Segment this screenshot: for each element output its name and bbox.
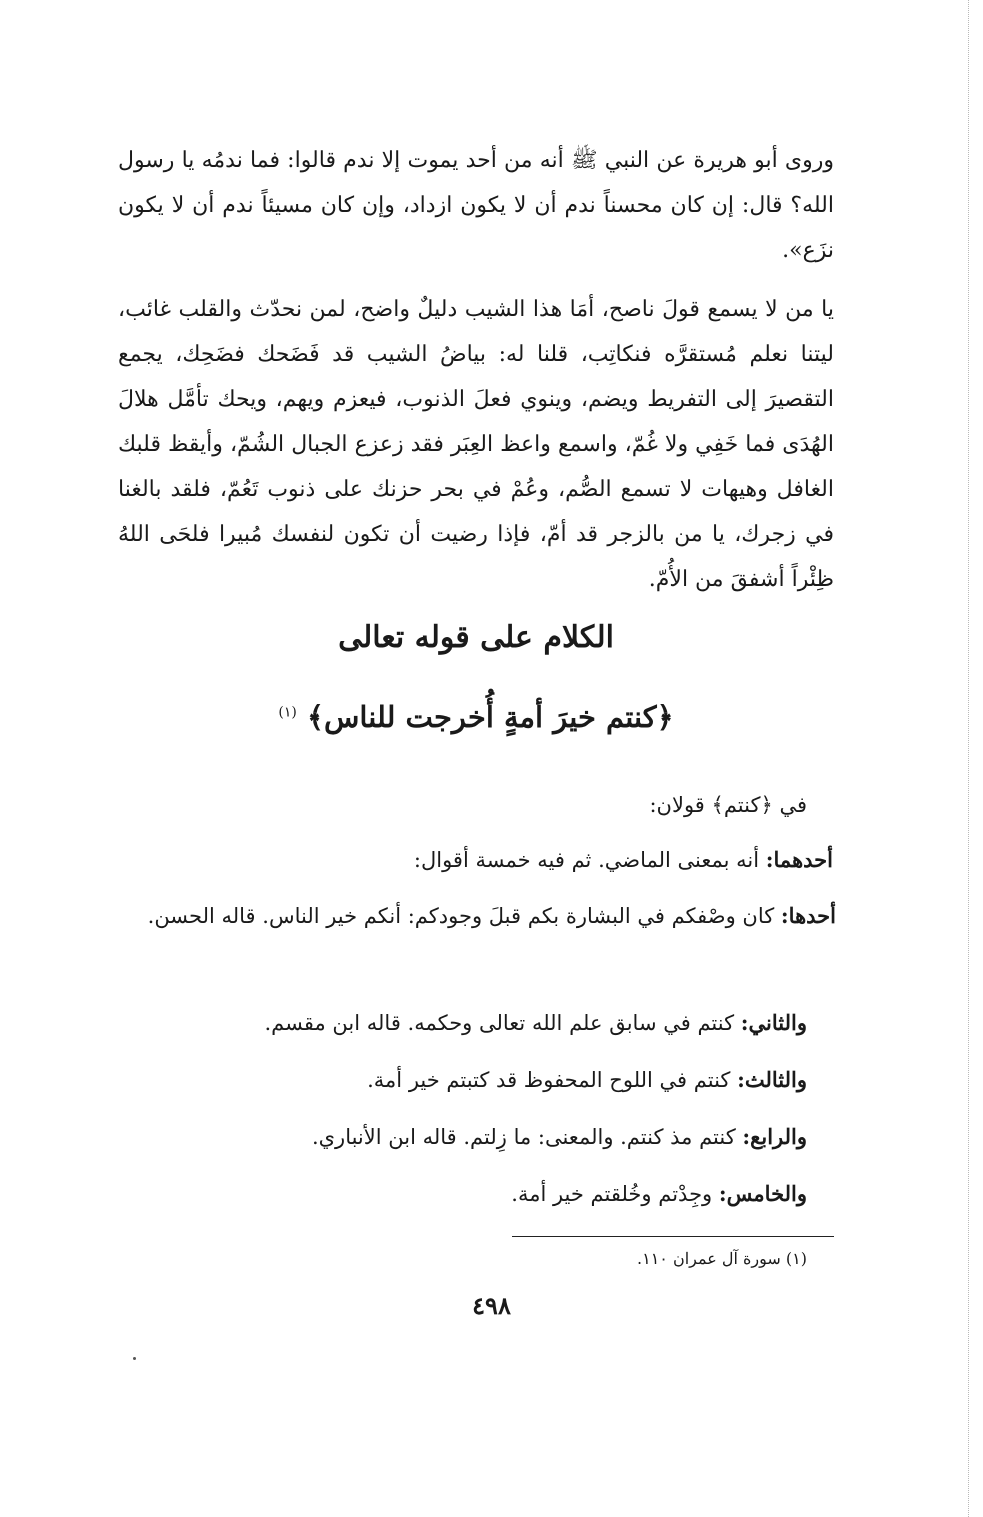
page-number: ٤٩٨ <box>472 1291 511 1320</box>
saying-label: أحدهما: <box>765 847 833 872</box>
saying-3 <box>367 1060 807 1100</box>
saying-label: والخامس: <box>718 1181 807 1206</box>
saying-text: كان وصْفكم في البشارة بكم قبلَ وجودكم: أنكم خير الناس. قاله الحسن. <box>147 904 775 928</box>
footnote: (١) سورة آل عمران ١١٠. <box>637 1249 807 1268</box>
paragraph-hadith <box>118 138 834 273</box>
saying-2 <box>264 1003 807 1043</box>
saying-text: كنتم في اللوح المحفوظ قد كتبتم خير أمة. <box>367 1068 731 1092</box>
saying-text: وجِدْتم وخُلقتم خير أمة. <box>511 1182 713 1206</box>
saying-5 <box>511 1174 807 1214</box>
scan-speck <box>133 1357 136 1360</box>
verse-text: ﴿كنتم خيرَ أمةٍ أُخرجت للناس﴾ <box>306 700 674 734</box>
saying-text: كنتم في سابق علم الله تعالى وحكمه. قاله ابن مقسم. <box>264 1011 735 1035</box>
footnote-marker: (١) <box>278 704 297 721</box>
intro-line: في ﴿كنتم﴾ قولان: <box>649 793 807 817</box>
saying-label: والرابع: <box>742 1124 807 1149</box>
saying-label: أحدها: <box>780 903 836 928</box>
paragraph-text: وروى أبو هريرة عن النبي ﷺ أنه من أحد يموت إلا ندم قالوا: فما ندمُه يا رسول الله؟ قال: إن كان محسناً ندم أن لا يكون ازداد، وإن كان مسيئاً ندم أن لا يكون نزَع». <box>118 148 834 263</box>
saying-1 <box>112 889 836 943</box>
scan-edge-rule <box>968 0 969 1517</box>
saying-label: والثاني: <box>740 1010 807 1035</box>
saying-text: كنتم مذ كنتم. والمعنى: ما زِلتم. قاله ابن الأنباري. <box>311 1125 736 1149</box>
paragraph-text: يا من لا يسمع قولَ ناصح، أمَا هذا الشيب دليلٌ واضح، لمن نحدّث والقلب غائب، ليتنا نعلم مُستقرَّه فنكاتِب، قلنا له: بياضُ الشيب قد فَضَحك فضَحِك، يجمع التقصيرَ إلى التفريط ويضم، وينوي فعلَ الذنوب، فيعزم ويهم، ويحك تأمَّل هلالَ الهُدَى فما خَفِي ولا غُمّ، واسمع واعظ العِبَر فقد زعزع الجبال الشُمّ، وأيقظ قلبك الغافل وهيهات لا تسمع الصُّم، وعُمْ في بحر حزنك على ذنوب تَعُمّ، فلقد بالغنا في زجرك، يا من بالزجر قد أمّ، فإذا رضيت أن تكون لنفسك مُبيرا فلحَى اللهُ ظِئْراً أشفقَ من الأُمّ. <box>118 297 834 592</box>
paragraph-admonition <box>118 287 834 602</box>
saying-text: أنه بمعنى الماضي. ثم فيه خمسة أقوال: <box>413 848 760 872</box>
verse-heading <box>118 700 834 734</box>
section-heading: الكلام على قوله تعالى <box>338 620 614 655</box>
footnote-divider <box>512 1236 834 1237</box>
first-saying-line <box>414 840 833 880</box>
saying-label: والثالث: <box>737 1067 807 1092</box>
saying-4 <box>312 1117 807 1157</box>
